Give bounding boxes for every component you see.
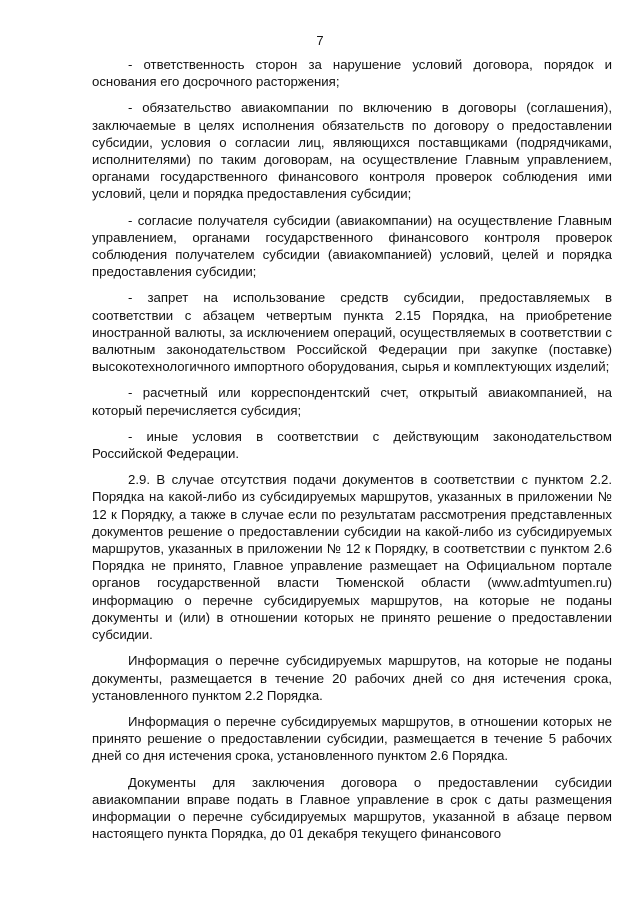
document-body xyxy=(92,56,612,851)
paragraph-responsibility: - ответственность сторон за нарушение условий договора, порядок и основания его досрочного расторжения; xyxy=(92,57,612,90)
paragraph-info-no-decision: Информация о перечне субсидируемых маршрутов, в отношении которых не принято решение о предоставлении субсидии, размещается в течение 5 рабочих дней со дня истечения срока, установленного пунктом 2.6 Порядка. xyxy=(92,713,612,764)
page-number: 7 xyxy=(316,33,324,48)
paragraph-contractor-obligation: - обязательство авиакомпании по включению в договоры (соглашения), заключаемые в целях исполнения обязательств по договору о предоставлении субсидии, условия о согласии лиц, являющихся поставщиками (подрядчиками, исполнителями) по таким договорам, на осуществление Главным управлением, органами государственного финансового контроля проверок соблюдения ими условий, цели и порядка предоставления субсидии; xyxy=(92,100,612,202)
paragraph-currency-ban: - запрет на использование средств субсидии, предоставляемых в соответствии с абзацем четвертым пункта 2.15 Порядка, на приобретение иностранной валюты, за исключением операций, осуществляемых в соответствии с валютным законодательством Российской Федерации при закупке (поставке) высокотехнологичного импортного оборудования, сырья и комплектующих изделий; xyxy=(92,290,612,375)
paragraph-info-not-submitted: Информация о перечне субсидируемых маршрутов, на которые не поданы документы, размещается в течение 20 рабочих дней со дня истечения срока, установленного пунктом 2.2 Порядка. xyxy=(92,653,612,703)
paragraph-recipient-consent: - согласие получателя субсидии (авиакомпании) на осуществление Главным управлением, органами государственного финансового контроля проверок соблюдения получателем субсидии (авиакомпанией) условий, целей и порядка предоставления субсидии; xyxy=(92,212,612,280)
paragraph-bank-account: - расчетный или корреспондентский счет, открытый авиакомпанией, на который перечисляется субсидия; xyxy=(92,385,612,418)
paragraph-documents-deadline: Документы для заключения договора о предоставлении субсидии авиакомпании вправе подать в Главное управление в срок с даты размещения информации о перечне субсидируемых маршрутов, указанной в абзаце первом настоящего пункта Порядка, до 01 декабря текущего финансового xyxy=(92,774,612,842)
paragraph-clause-2-9: 2.9. В случае отсутствия подачи документов в соответствии с пунктом 2.2. Порядка на какой-либо из субсидируемых маршрутов, указанных в приложении № 12 к Порядку, а также в случае если по результатам рассмотрения представленных документов решение о предоставлении субсидии на какой-либо из субсидируемых маршрутов, указанных в приложении № 12 к Порядку, в соответствии с пунктом 2.6 Порядка не принято, Главное управление размещает на Официальном портале органов государственной власти Тюменской области (www.admtyumen.ru) информацию о перечне субсидируемых маршрутов, на которые не поданы документы и (или) в отношении которых не принято решение о предоставлении субсидии. xyxy=(92,472,612,643)
paragraph-other-conditions: - иные условия в соответствии с действующим законодательством Российской Федерации. xyxy=(92,428,612,462)
